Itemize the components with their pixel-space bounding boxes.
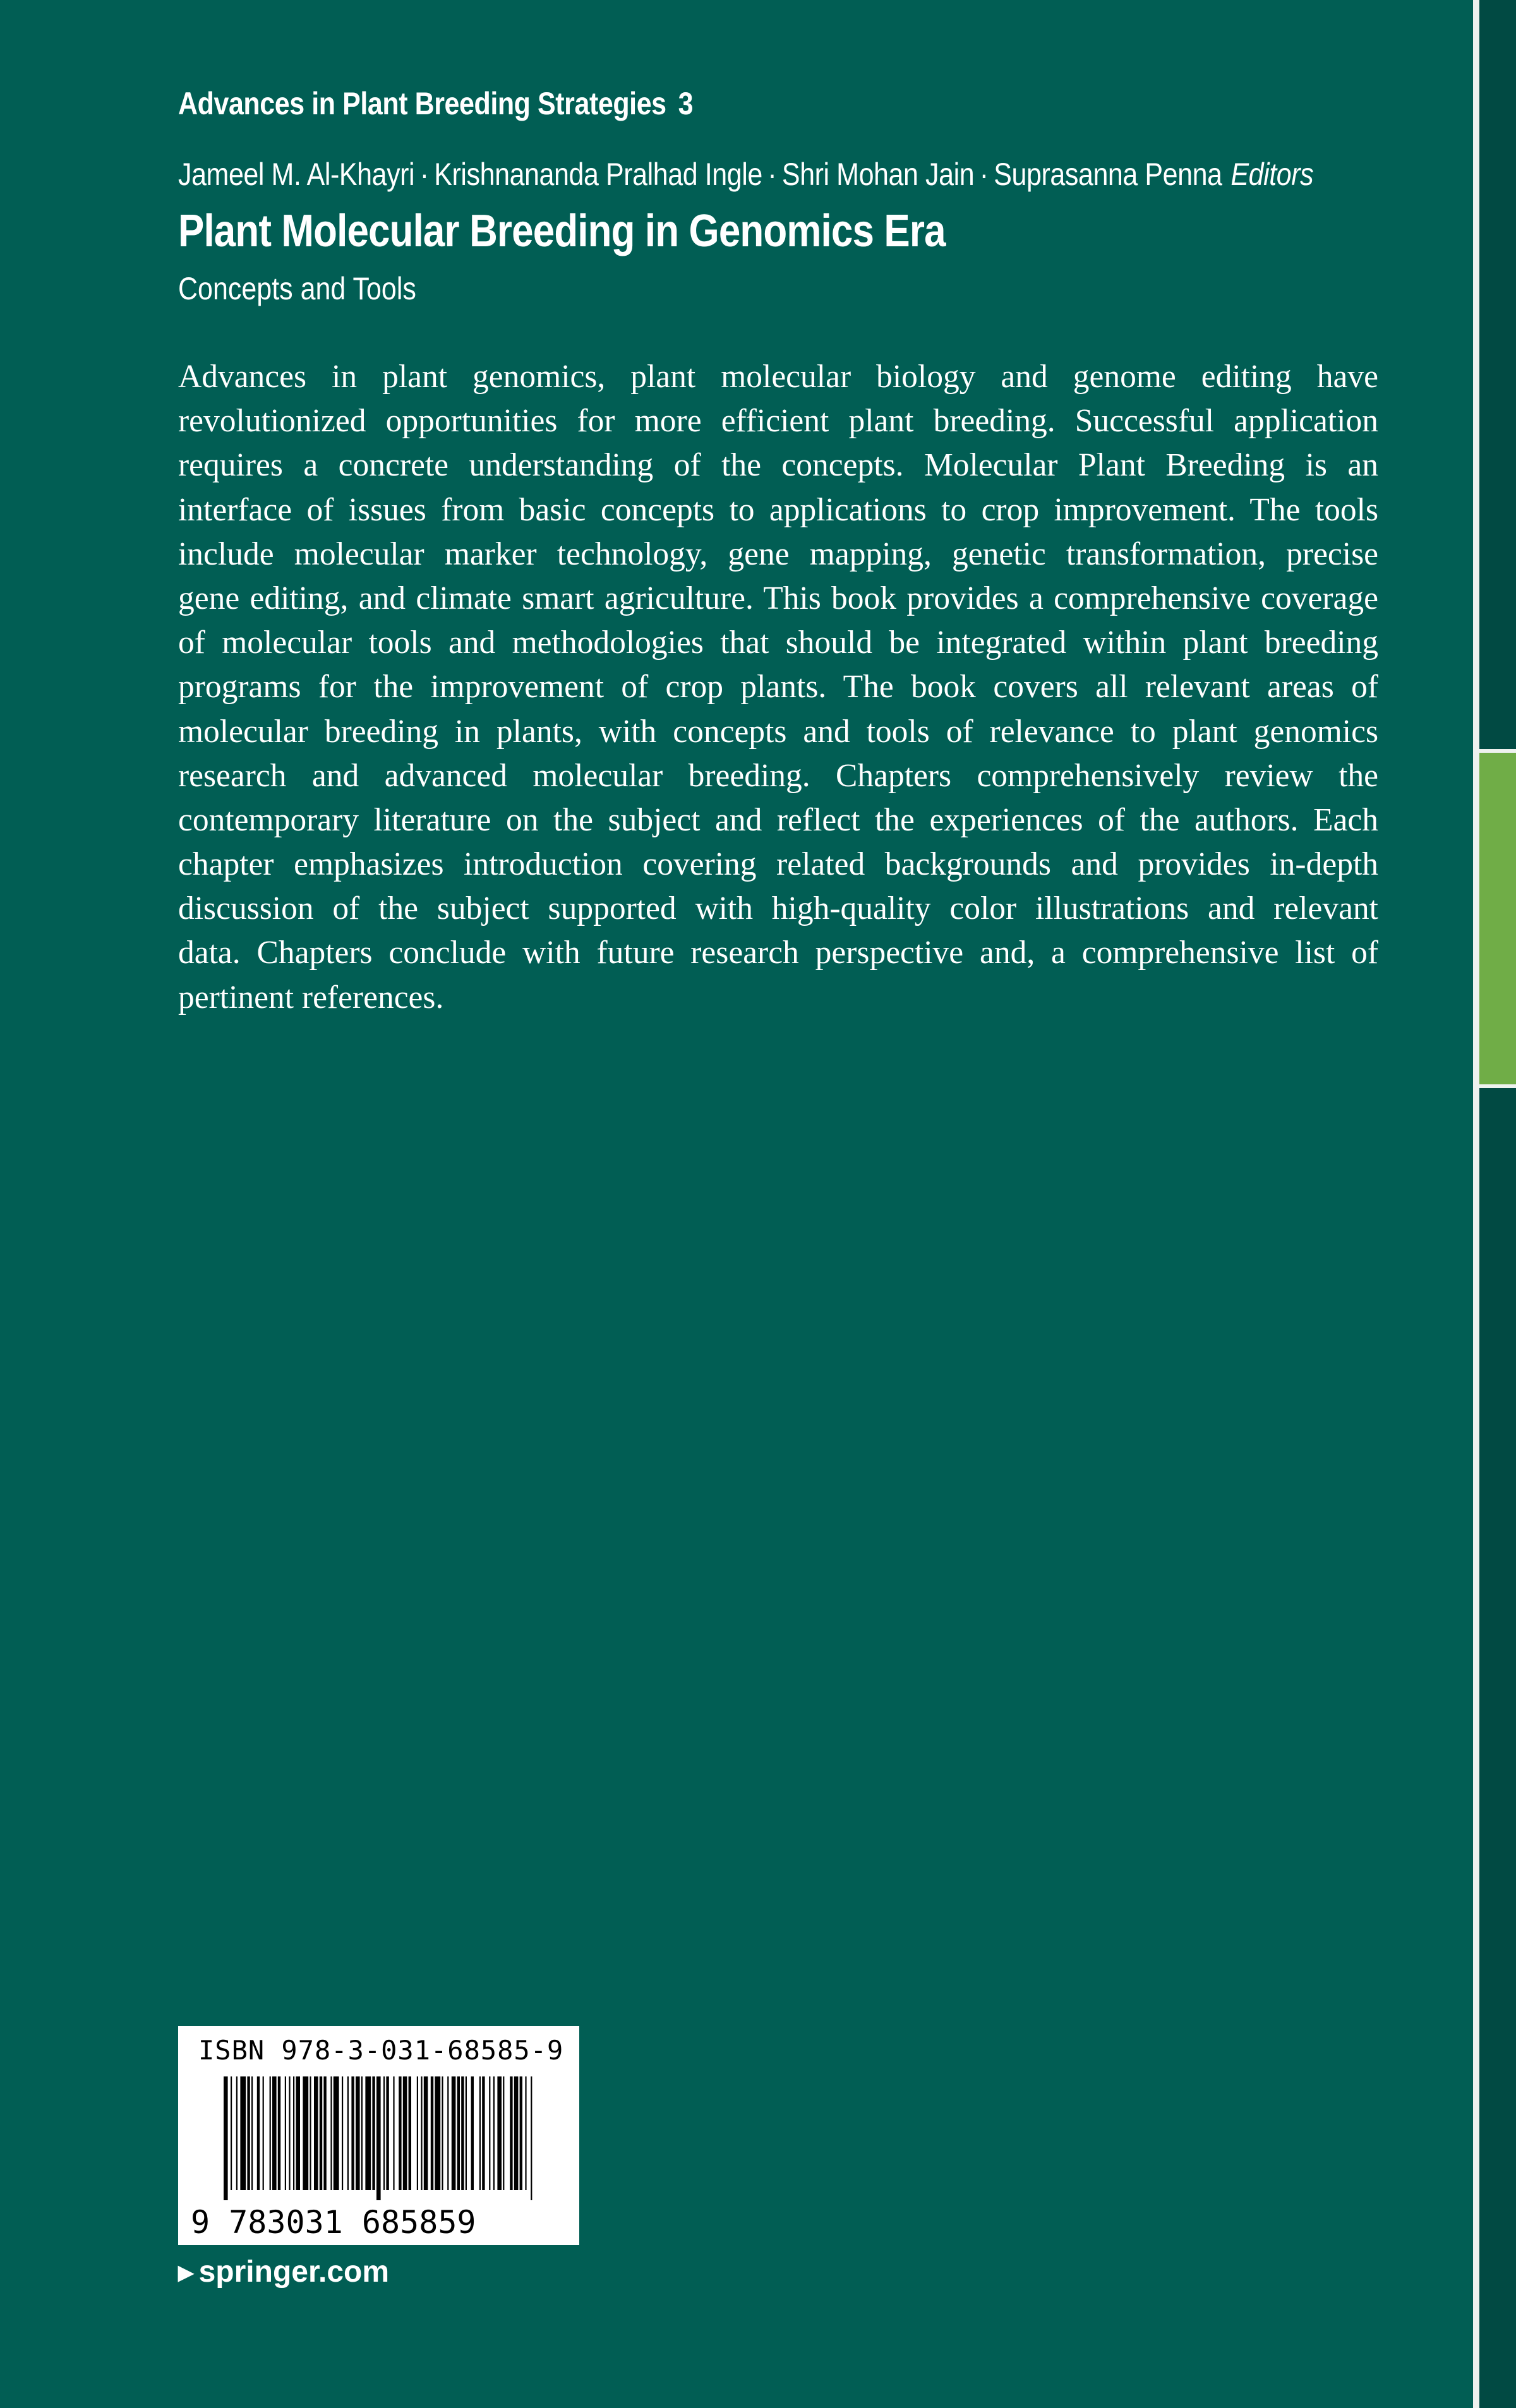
editor-separator: · — [767, 157, 777, 192]
editors-line — [178, 156, 1313, 193]
description-line: gene editing, and climate smart agriculture. This book provides a comprehensive coverage — [178, 580, 1378, 616]
description-line: programs for the improvement of crop plants. The book covers all relevant areas of — [178, 669, 1378, 705]
description-line: data. Chapters conclude with future research perspective and, a comprehensive list of — [178, 935, 1378, 971]
spine-green-band — [1479, 753, 1516, 1084]
editor-name: Krishnananda Pralhad Ingle — [434, 157, 762, 192]
isbn-digits: 9 783031 685859 — [191, 2204, 476, 2241]
book-title: Plant Molecular Breeding in Genomics Era — [178, 206, 946, 256]
editors-role: Editors — [1230, 157, 1314, 192]
description-line: chapter emphasizes introduction covering related backgrounds and provides in-depth — [178, 846, 1378, 883]
description-line: discussion of the subject supported with high-quality color illustrations and relevant — [178, 890, 1378, 927]
series-line — [178, 85, 693, 122]
description-line: requires a concrete understanding of the concepts. Molecular Plant Breeding is an — [178, 447, 1378, 484]
spine-strip — [1479, 0, 1516, 2408]
description-line: Advances in plant genomics, plant molecular biology and genome editing have — [178, 359, 1378, 395]
description-line: of molecular tools and methodologies that should be integrated within plant breeding — [178, 625, 1378, 661]
book-description — [178, 355, 1378, 1020]
isbn-label: ISBN 978-3-031-68585-9 — [198, 2035, 564, 2066]
description-line: pertinent references. — [178, 979, 444, 1015]
description-line: interface of issues from basic concepts to applications to crop improvement. The tools — [178, 491, 1378, 528]
editor-separator: · — [419, 157, 429, 192]
editor-separator: · — [979, 157, 989, 192]
series-volume: 3 — [678, 86, 694, 121]
description-line: research and advanced molecular breeding. Chapters comprehensively review the — [178, 757, 1378, 794]
editor-name: Shri Mohan Jain — [781, 157, 975, 192]
spine-divider-bottom — [1479, 1084, 1516, 1088]
description-line: contemporary literature on the subject and reflect the experiences of the authors. Each — [178, 801, 1378, 838]
isbn-barcode-box — [178, 2026, 579, 2245]
description-line: include molecular marker technology, gene mapping, genetic transformation, precise — [178, 536, 1378, 572]
series-title: Advances in Plant Breeding Strategies — [178, 86, 666, 121]
book-subtitle: Concepts and Tools — [178, 271, 416, 306]
triangle-arrow-icon: ▶ — [178, 2260, 194, 2284]
editor-name: Suprasanna Penna — [994, 157, 1222, 192]
description-line: revolutionized opportunities for more efficient plant breeding. Successful application — [178, 403, 1378, 440]
publisher-link[interactable] — [178, 2255, 389, 2289]
publisher-link-label: springer.com — [198, 2255, 390, 2289]
spine-gap — [1473, 0, 1479, 2408]
description-line: molecular breeding in plants, with concepts and tools of relevance to plant genomics — [178, 713, 1378, 750]
barcode-icon — [224, 2076, 534, 2200]
editor-name: Jameel M. Al-Khayri — [178, 157, 415, 192]
